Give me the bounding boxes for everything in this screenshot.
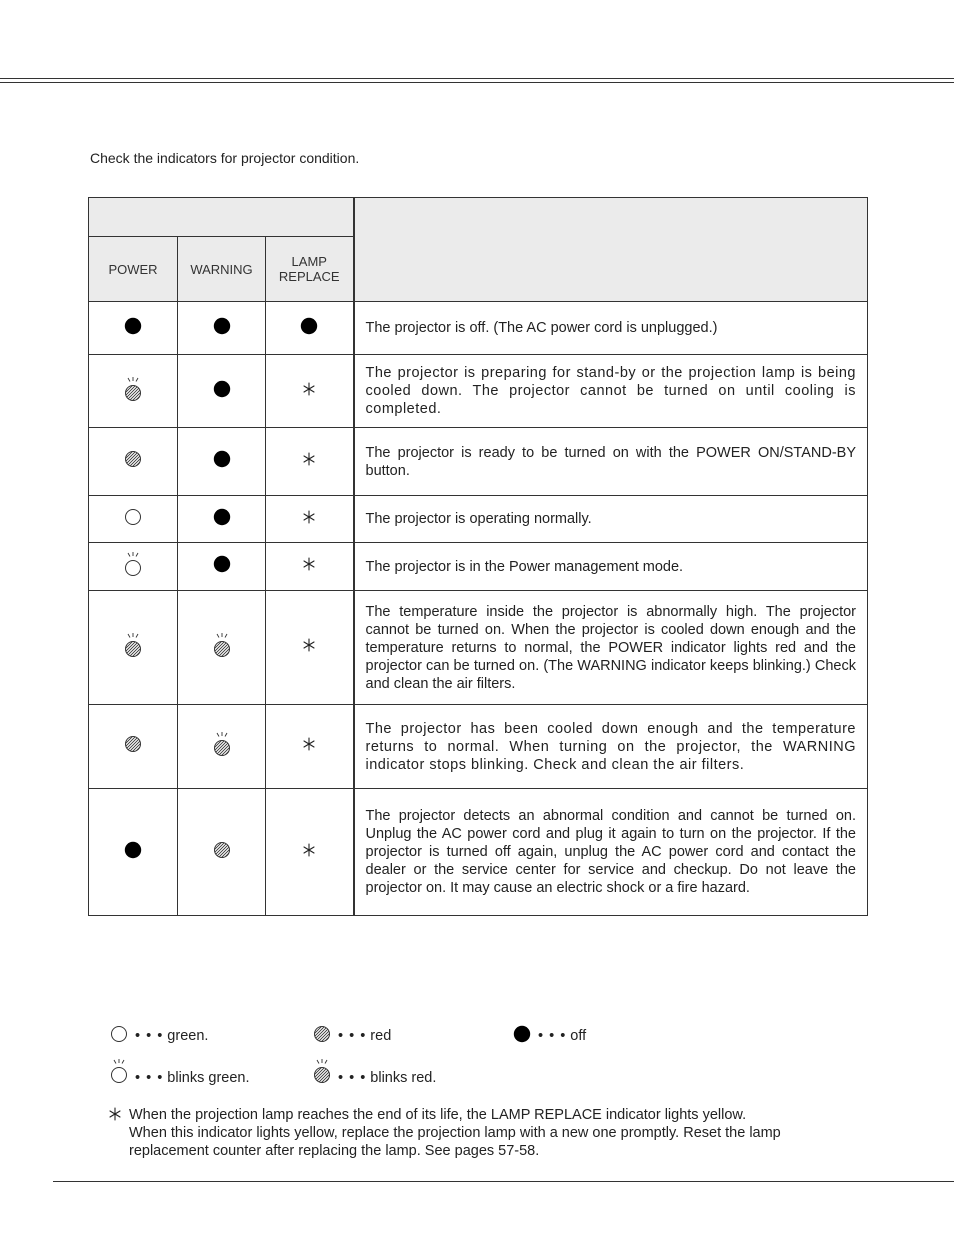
legend-dots: • • • <box>135 1070 164 1086</box>
lamp-replace-note <box>108 1106 848 1160</box>
power-indicator-cell <box>89 705 178 789</box>
power-indicator-cell <box>89 355 178 428</box>
legend-dots: • • • <box>338 1070 367 1086</box>
red-indicator-icon <box>312 1024 332 1048</box>
off-indicator-icon <box>212 554 232 579</box>
power-indicator-cell <box>89 543 178 591</box>
warning-indicator-cell <box>178 355 266 428</box>
note-line-1: When the projection lamp reaches the end of its life, the LAMP REPLACE indicator lights yellow. <box>129 1107 747 1123</box>
off-indicator-icon <box>212 507 232 532</box>
blink-green-indicator-icon <box>123 550 143 583</box>
legend-dots: • • • <box>538 1028 567 1044</box>
asterisk-icon <box>302 381 316 402</box>
status-description: The projector detects an abnormal condition and cannot be turned on. Unplug the AC power cord and plug it again to turn on the projector. If the projector is turned off again, unplug the AC power cord and contact the dealer or the service center for service and checkup. Do not leave the projector on. It may cause an electric shock or a fire hazard. <box>354 789 868 916</box>
intro-text: Check the indicators for projector condition. <box>90 150 360 166</box>
table-row <box>89 705 868 789</box>
table-row <box>89 428 868 496</box>
status-description: The projector is in the Power management mode. <box>354 543 868 591</box>
blink-red-indicator-icon <box>123 375 143 408</box>
legend-blink-green <box>109 1057 250 1089</box>
legend-off <box>512 1024 586 1048</box>
warning-indicator-cell <box>178 302 266 355</box>
green-indicator-icon <box>123 507 143 532</box>
power-indicator-cell <box>89 591 178 705</box>
lamp-replace-indicator-cell <box>266 789 354 916</box>
power-indicator-cell <box>89 496 178 543</box>
warning-indicator-cell <box>178 705 266 789</box>
legend-dots: • • • <box>338 1028 367 1044</box>
description-header <box>354 198 868 302</box>
note-line-2: When this indicator lights yellow, replace the projection lamp with a new one promptly. Reset the lamp replacement counter after replacing the lamp. See pages 57-58. <box>129 1125 781 1159</box>
asterisk-icon <box>302 736 316 757</box>
table-row <box>89 543 868 591</box>
blink-green-indicator-icon <box>109 1057 129 1089</box>
legend-blink-green-label: blinks green. <box>167 1070 250 1086</box>
top-rule-2 <box>0 82 954 83</box>
off-indicator-icon <box>299 316 319 341</box>
power-indicator-cell <box>89 428 178 496</box>
off-indicator-icon <box>212 449 232 474</box>
status-description: The projector is preparing for stand-by or the projection lamp is being cooled down. The projector cannot be turned on until cooling is completed. <box>354 355 868 428</box>
blink-red-indicator-icon <box>212 730 232 763</box>
status-description: The projector is off. (The AC power cord is unplugged.) <box>354 302 868 355</box>
legend-blink-red <box>312 1057 436 1089</box>
warning-indicator-cell <box>178 789 266 916</box>
lamp-replace-indicator-cell <box>266 543 354 591</box>
off-indicator-icon <box>123 316 143 341</box>
warning-indicator-cell <box>178 591 266 705</box>
legend-red-label: red <box>370 1028 392 1044</box>
lamp-replace-indicator-cell <box>266 591 354 705</box>
lamp-replace-indicator-cell <box>266 705 354 789</box>
lamp-replace-indicator-cell <box>266 302 354 355</box>
table-row <box>89 302 868 355</box>
asterisk-icon <box>302 637 316 658</box>
blink-red-indicator-icon <box>312 1057 332 1089</box>
table-row <box>89 591 868 705</box>
lamp-replace-header: LAMP REPLACE <box>266 237 354 302</box>
warning-indicator-cell <box>178 543 266 591</box>
warning-header: WARNING <box>178 237 266 302</box>
top-rule <box>0 78 954 79</box>
asterisk-icon <box>302 509 316 530</box>
bottom-rule <box>53 1181 954 1182</box>
indicator-header-group <box>89 198 354 237</box>
warning-indicator-cell <box>178 496 266 543</box>
off-indicator-icon <box>212 316 232 341</box>
power-header: POWER <box>89 237 178 302</box>
legend-green <box>109 1024 208 1048</box>
status-description: The projector is ready to be turned on with the POWER ON/STAND-BY button. <box>354 428 868 496</box>
legend-blink-red-label: blinks red. <box>370 1070 437 1086</box>
legend-dots: • • • <box>135 1028 164 1044</box>
status-description: The temperature inside the projector is abnormally high. The projector cannot be turned on. When the projector is cooled down enough and the temperature returns to normal, the POWER indicator lights red and the projector can be turned on. (The WARNING indicator keeps blinking.) Check and clean the air filters. <box>354 591 868 705</box>
green-indicator-icon <box>109 1024 129 1048</box>
off-indicator-icon <box>512 1024 532 1048</box>
legend-off-label: off <box>570 1028 587 1044</box>
off-indicator-icon <box>212 379 232 404</box>
status-description: The projector is operating normally. <box>354 496 868 543</box>
legend-green-label: green. <box>167 1028 209 1044</box>
lamp-replace-indicator-cell <box>266 428 354 496</box>
status-description: The projector has been cooled down enough and the temperature returns to normal. When turning on the projector, the WARNING indicator stops blinking. Check and clean the air filters. <box>354 705 868 789</box>
off-indicator-icon <box>123 840 143 865</box>
table-row <box>89 355 868 428</box>
power-indicator-cell <box>89 789 178 916</box>
table-row <box>89 789 868 916</box>
red-indicator-icon <box>212 840 232 865</box>
legend-red <box>312 1024 391 1048</box>
asterisk-icon <box>302 556 316 577</box>
asterisk-icon <box>302 451 316 472</box>
blink-red-indicator-icon <box>212 631 232 664</box>
power-indicator-cell <box>89 302 178 355</box>
red-indicator-icon <box>123 449 143 474</box>
blink-red-indicator-icon <box>123 631 143 664</box>
asterisk-icon <box>302 842 316 863</box>
lamp-replace-indicator-cell <box>266 355 354 428</box>
warning-indicator-cell <box>178 428 266 496</box>
lamp-replace-indicator-cell <box>266 496 354 543</box>
asterisk-icon <box>108 1106 122 1127</box>
red-indicator-icon <box>123 734 143 759</box>
indicator-table <box>88 197 868 916</box>
table-row <box>89 496 868 543</box>
